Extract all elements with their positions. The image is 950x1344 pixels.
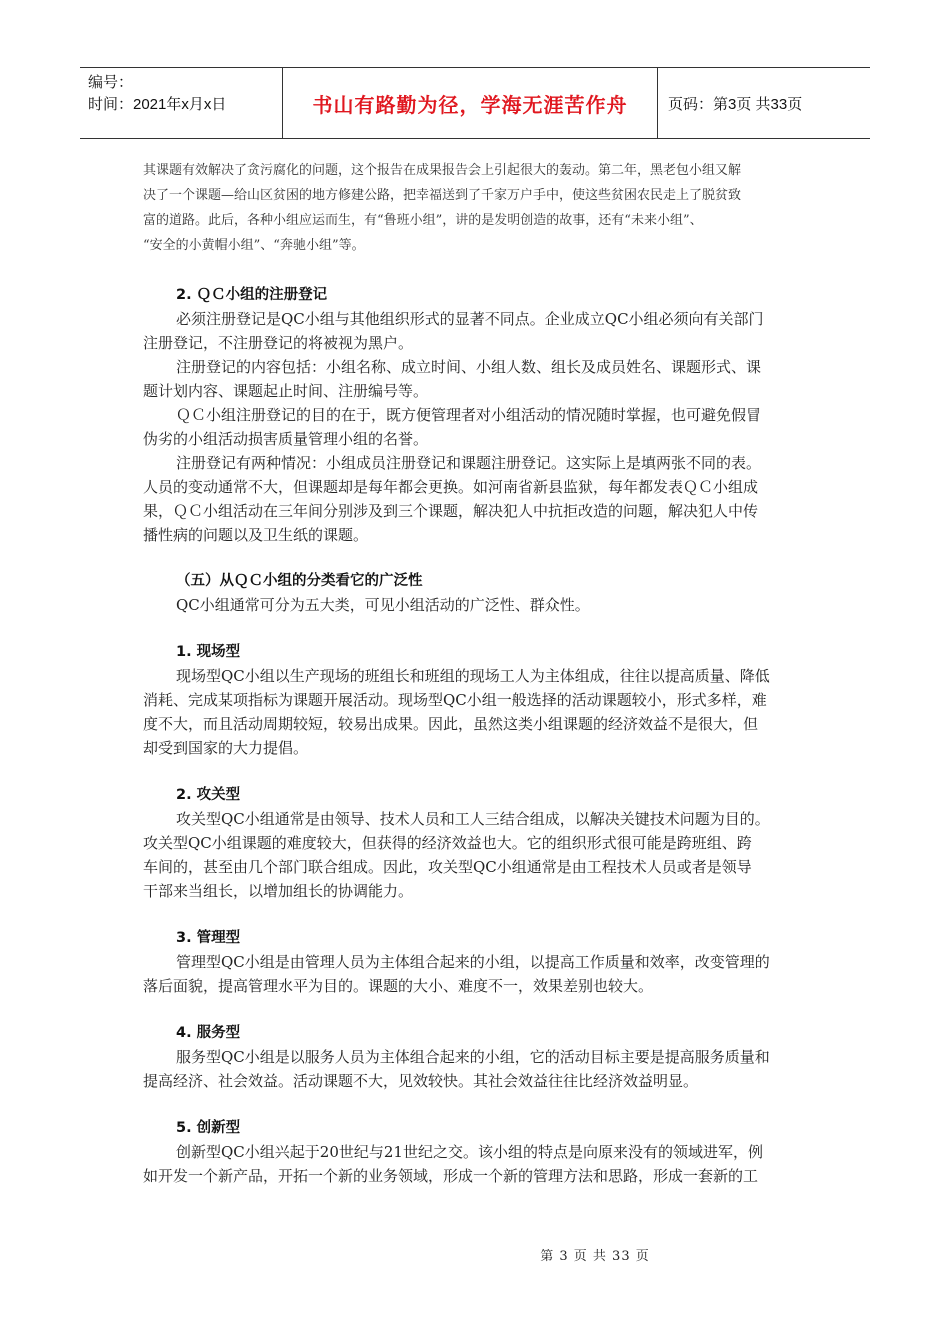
- paragraph: 注册登记有两种情况：小组成员注册登记和课题注册登记。这实际上是填两张不同的表。 人员的变动通常不大，但课题却是每年都会更换。如河南省新县监狱，每年都发表ＱＣ小组成 果，ＱＣ小组活动在三年间分别涉及到三个课题，解决犯人中抗拒改造的问题，解决犯人中传 播性病的问题以及卫生纸的课题。: [143, 454, 762, 544]
- header-page-info: 页码：第3页 共33页: [668, 95, 803, 113]
- heading-type-3: 3. 管理型: [176, 930, 241, 946]
- header-motto: 书山有路勤为径，学海无涯苦作舟: [282, 68, 658, 138]
- code-label: 编号：: [88, 74, 134, 91]
- paragraph: 注册登记的内容包括：小组名称、成立时间、小组人数、组长及成员姓名、课题形式、课 题计划内容、课题起止时间、注册编号等。: [143, 358, 762, 400]
- paragraph: 创新型QC小组兴起于20世纪与21世纪之交。该小组的特点是向原来没有的领域进军，例 如开发一个新产品，开拓一个新的业务领域，形成一个新的管理方法和思路，形成一套新的工: [143, 1143, 763, 1185]
- page-footer: 第 3 页 共 33 页: [540, 1249, 650, 1264]
- paragraph: 服务型QC小组是以服务人员为主体组合起来的小组，它的活动目标主要是提高服务质量和 提高经济、社会效益。活动课题不大，见效较快。其社会效益往往比经济效益明显。: [143, 1048, 770, 1090]
- header-meta: [80, 68, 282, 138]
- paragraph: ＱＣ小组注册登记的目的在于，既方便管理者对小组活动的情况随时掌握，也可避免假冒 伪劣的小组活动损害质量管理小组的名誉。: [143, 406, 762, 448]
- paragraph: 管理型QC小组是由管理人员为主体组合起来的小组，以提高工作质量和效率，改变管理的 落后面貌，提高管理水平为目的。课题的大小、难度不一，效果差别也较大。: [143, 953, 770, 995]
- heading-categories: （五）从ＱＣ小组的分类看它的广泛性: [176, 573, 423, 589]
- heading-type-1: 1. 现场型: [176, 644, 241, 660]
- intro-paragraph: 其课题有效解决了贪污腐化的问题，这个报告在成果报告会上引起很大的轰动。第二年，黑老包小组又解 决了一个课题—给山区贫困的地方修建公路，把幸福送到了千家万户手中，使这些贫困农民走上了脱贫致 富的道路。此后，各种小组应运而生，有“鲁班小组”，讲的是发明创造的故事，还有“未来小组”、 “安全的小黄帽小组”、“奔驰小组”等。: [143, 163, 742, 253]
- heading-type-4: 4. 服务型: [176, 1025, 241, 1041]
- paragraph: QC小组通常可分为五大类，可见小组活动的广泛性、群众性。: [176, 596, 590, 614]
- page-header: [80, 67, 870, 139]
- time-label: 时间：2021年x月x日: [88, 96, 227, 113]
- paragraph: 必须注册登记是QC小组与其他组织形式的显著不同点。企业成立QC小组必须向有关部门 注册登记，不注册登记的将被视为黑户。: [143, 310, 764, 352]
- paragraph: 攻关型QC小组通常是由领导、技术人员和工人三结合组成，以解决关键技术问题为目的。 攻关型QC小组课题的难度较大，但获得的经济效益也大。它的组织形式很可能是跨班组、跨 车间的，甚至由几个部门联合组成。因此，攻关型QC小组通常是由工程技术人员或者是领导 干部来当组长，以增加组长的协调能力。: [143, 810, 770, 900]
- document-body: [143, 158, 806, 1188]
- heading-type-2: 2. 攻关型: [176, 787, 241, 803]
- heading-registration: 2. ＱＣ小组的注册登记: [176, 287, 328, 303]
- heading-type-5: 5. 创新型: [176, 1120, 241, 1136]
- paragraph: 现场型QC小组以生产现场的班组长和班组的现场工人为主体组成，往往以提高质量、降低 消耗、完成某项指标为课题开展活动。现场型QC小组一般选择的活动课题较小，形式多样，难 度不大，而且活动周期较短，较易出成果。因此，虽然这类小组课题的经济效益不是很大，但 却受到国家的大力提倡。: [143, 667, 770, 757]
